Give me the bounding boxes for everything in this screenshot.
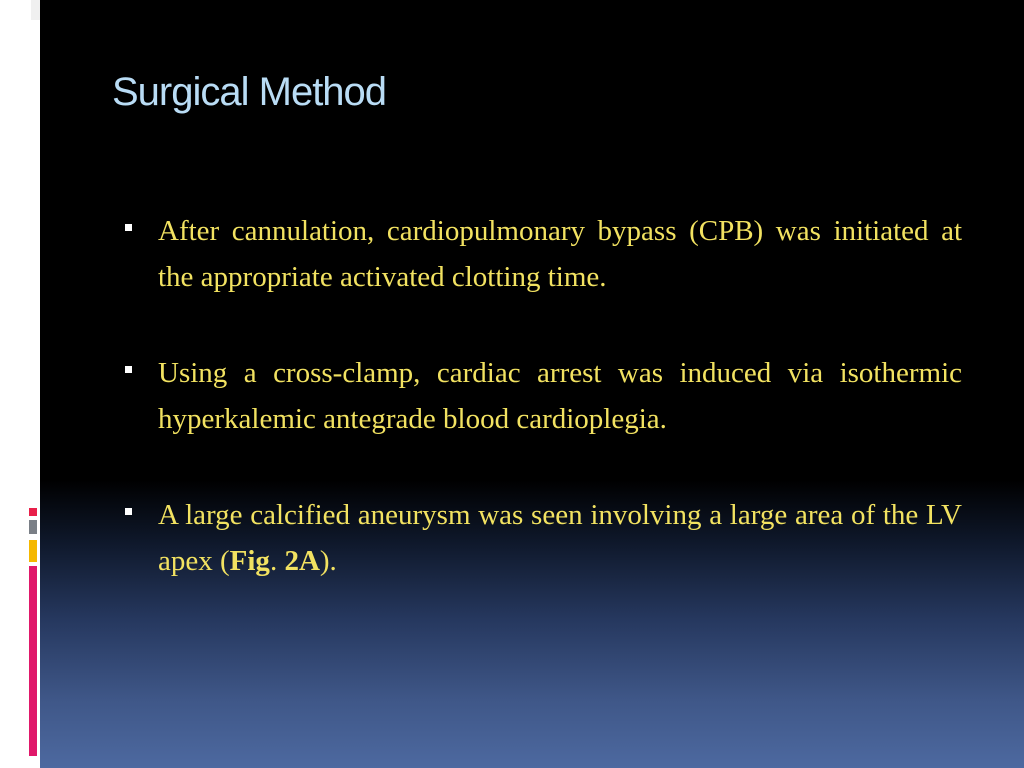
square-bullet-icon [125,508,132,515]
square-bullet-icon [125,224,132,231]
figure-number: 2A [284,545,320,577]
accent-red-block [29,508,37,516]
bullet-list [124,208,962,584]
bullet-item-1 [124,208,962,300]
bullet-text-3-end: ). [319,545,337,577]
square-bullet-icon [125,366,132,373]
bullet-text-2: Using a cross-clamp, cardiac arrest was induced via isothermic hyperkalemic antegrade blood cardioplegia. [158,357,962,435]
figure-label: Fig [229,545,270,577]
bullet-text-3: A large calcified aneurysm was seen involving a large area of the LV apex ( [158,499,962,577]
accent-gray-block [29,520,37,534]
accent-yellow-block [29,540,37,562]
bullet-item-2 [124,350,962,442]
figure-separator: . [269,545,285,577]
slide-title: Surgical Method [112,70,387,114]
bullet-item-3 [124,492,962,584]
left-bar-top-block [31,0,40,20]
accent-magenta-bar [29,566,37,756]
bullet-text-1: After cannulation, cardiopulmonary bypass (CPB) was initiated at the appropriate activated clotting time. [158,215,962,293]
